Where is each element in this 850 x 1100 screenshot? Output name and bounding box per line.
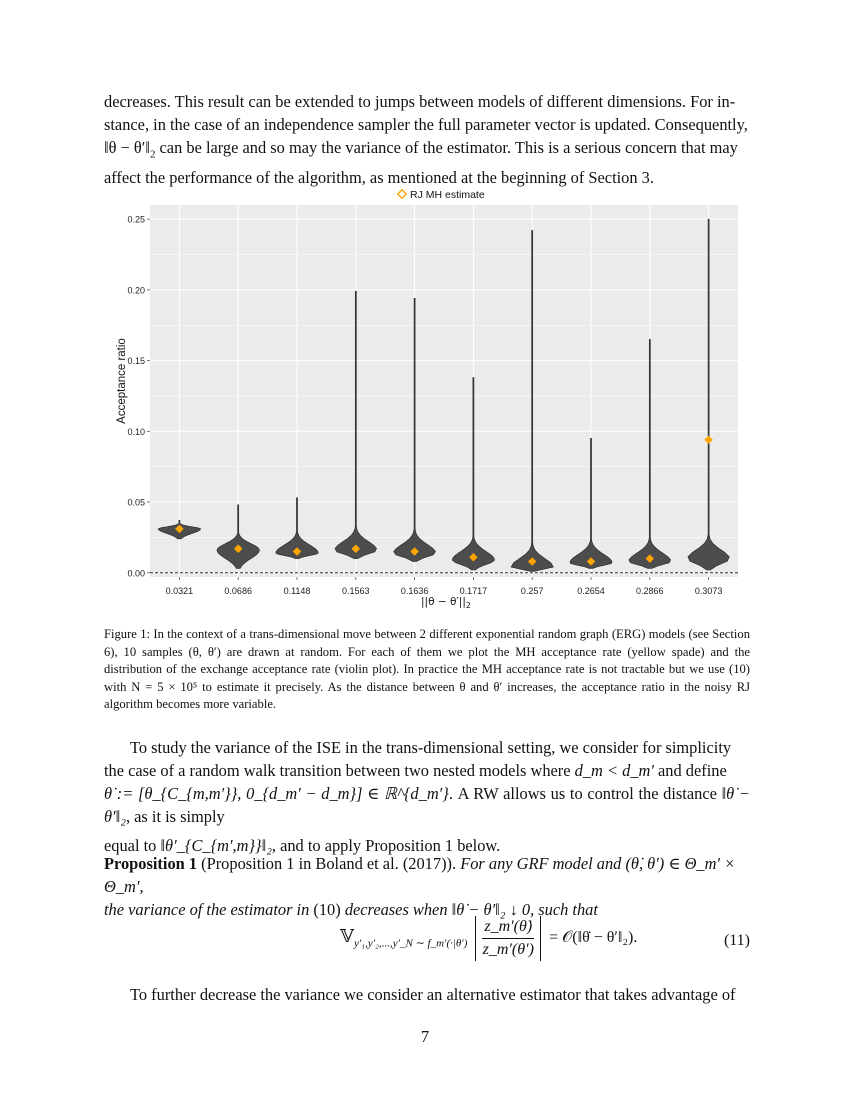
violin-chart: [104, 180, 750, 620]
proposition-1: [104, 852, 750, 921]
middle-paragraph: [104, 736, 750, 857]
x-tick-label: 0.1563: [342, 586, 370, 596]
middle-line-1: To study the variance of the ISE in the trans-dimensional setting, we consider for simplicity: [130, 738, 732, 757]
x-tick-label: 0.1636: [400, 586, 429, 596]
y-tick-label: 0.20: [127, 285, 145, 296]
proposition-math-2: ‖θ̇ − θ′‖₂ ↓ 0: [451, 900, 531, 919]
x-tick-label: 0.0686: [224, 586, 252, 596]
top-line-2: stance, in the case of an independence sampler the full parameter vector is updated. Consequently,: [104, 115, 748, 134]
bottom-line-1: To further decrease the variance we consider an alternative estimator that takes advantage of: [130, 985, 736, 1004]
fraction-numerator: z_m′(θ̇): [482, 918, 534, 939]
proposition-line-2a: the variance of the estimator in: [104, 900, 314, 919]
top-line-4: affect the performance of the algorithm, as mentioned at the beginning of Section 3.: [104, 168, 654, 188]
variance-operator: 𝕍: [340, 926, 354, 947]
proposition-reference: (Proposition 1 in Boland et al. (2017)).: [197, 854, 457, 873]
y-tick-label: 0.15: [127, 356, 145, 367]
equation-number: (11): [723, 932, 750, 949]
math-theta-dot-def: θ̇ := [θ_{C_{m,m′}}, 0_{d_m′ − d_m}] ∈ ℝ^{d_m′}: [104, 784, 449, 803]
y-tick-label: 0.00: [127, 568, 145, 579]
chart-legend: [398, 189, 485, 201]
math-theta-prime-norm: ‖θ′_{C_{m′,m}}‖₂: [160, 836, 272, 855]
middle-line-2: [104, 759, 750, 782]
middle-line-2a: the case of a random walk transition between two nested models where: [104, 761, 575, 780]
estimator-fraction: [475, 916, 541, 961]
equation-body: [340, 916, 637, 961]
proposition-heading: Proposition 1: [104, 854, 198, 873]
math-dim-inequality: d_m < d_m′: [574, 761, 654, 780]
violin-chart-svg: [104, 180, 750, 620]
x-axis-label-main: ||θ − θ′||: [421, 596, 466, 608]
middle-line-2b: and define: [653, 761, 727, 780]
x-tick-label: 0.1148: [283, 586, 311, 596]
legend-marker-icon: [398, 190, 406, 198]
page-number: 7: [420, 1027, 430, 1046]
top-line-3-text: can be large and so may the variance of the estimator. This is a serious concern that may: [155, 138, 738, 157]
proposition-line-1: [104, 852, 750, 898]
middle-line-4a: equal to: [104, 836, 161, 855]
proposition-math-1: (θ̇, θ′) ∈ Θ_m′ × Θ_m′: [104, 854, 736, 896]
norm-subscript: 2: [149, 148, 156, 161]
middle-line-3: [104, 782, 750, 828]
x-tick-label: 0.257: [520, 586, 544, 596]
proposition-eq-ref: (10): [313, 900, 341, 919]
y-axis-label: Acceptance ratio: [116, 338, 128, 424]
figure-caption: [104, 626, 750, 714]
x-tick-label: 0.1717: [459, 586, 488, 596]
y-tick-label: 0.25: [127, 214, 145, 225]
variance-subscript: y′₁,y′₂,...,y′_N ∼ f_m′(·|θ′): [353, 937, 468, 950]
caption-text: Figure 1: In the context of a trans-dimensional move between 2 different exponential random graph (ERG) models (see Section 6), 10 samples (θ, θ′) are drawn at random. For each of them we plot the MH acceptance rate (yellow spade) and the distribution of the exchange acceptance rate (violin plot). In practice the MH acceptance rate is not tractable but we use (10) with N = 5 × 10⁵ to estimate it precisely. As the distance between θ and θ′ increases, the acceptance ratio in the noisy RJ algorithm becomes more variable.: [104, 627, 750, 711]
top-paragraph: [104, 90, 750, 189]
middle-line-3b: . A RW allows us to control the distance: [448, 784, 722, 803]
y-tick-label: 0.05: [127, 497, 145, 508]
x-axis-label: [421, 596, 471, 610]
proposition-line-2b: decreases when: [340, 900, 452, 919]
y-axis-ticks: [127, 215, 150, 579]
bottom-paragraph: [104, 983, 750, 1006]
fraction-denominator: z_m′(θ′): [482, 941, 534, 958]
top-line-3: [104, 136, 750, 166]
y-tick-label: 0.10: [127, 426, 145, 437]
middle-line-3c: , as it is simply: [125, 807, 225, 826]
proposition-body-2: ,: [139, 877, 144, 896]
equation-11: [104, 912, 750, 972]
x-tick-label: 0.3073: [694, 586, 723, 596]
norm-theta-diff: ‖θ − θ′‖: [104, 138, 150, 157]
x-axis-ticks: [166, 577, 723, 596]
proposition-body-1: For any GRF model and: [456, 854, 626, 873]
middle-line-4b: , and to apply Proposition 1 below.: [271, 836, 501, 855]
top-line-1: decreases. This result can be extended to jumps between models of different dimensions. For in-: [104, 92, 736, 111]
x-tick-label: 0.2866: [636, 586, 664, 596]
legend-label: RJ MH estimate: [410, 189, 485, 201]
math-distance-norm: ‖θ̇ − θ′‖₂: [104, 784, 750, 826]
x-tick-label: 0.2654: [577, 586, 605, 596]
x-axis-label-sub: 2: [465, 601, 471, 610]
x-tick-label: 0.0321: [165, 586, 194, 596]
proposition-line-2c: , such that: [530, 900, 598, 919]
equation-rhs: = 𝒪(‖θ̇ − θ′‖₂).: [549, 929, 638, 947]
